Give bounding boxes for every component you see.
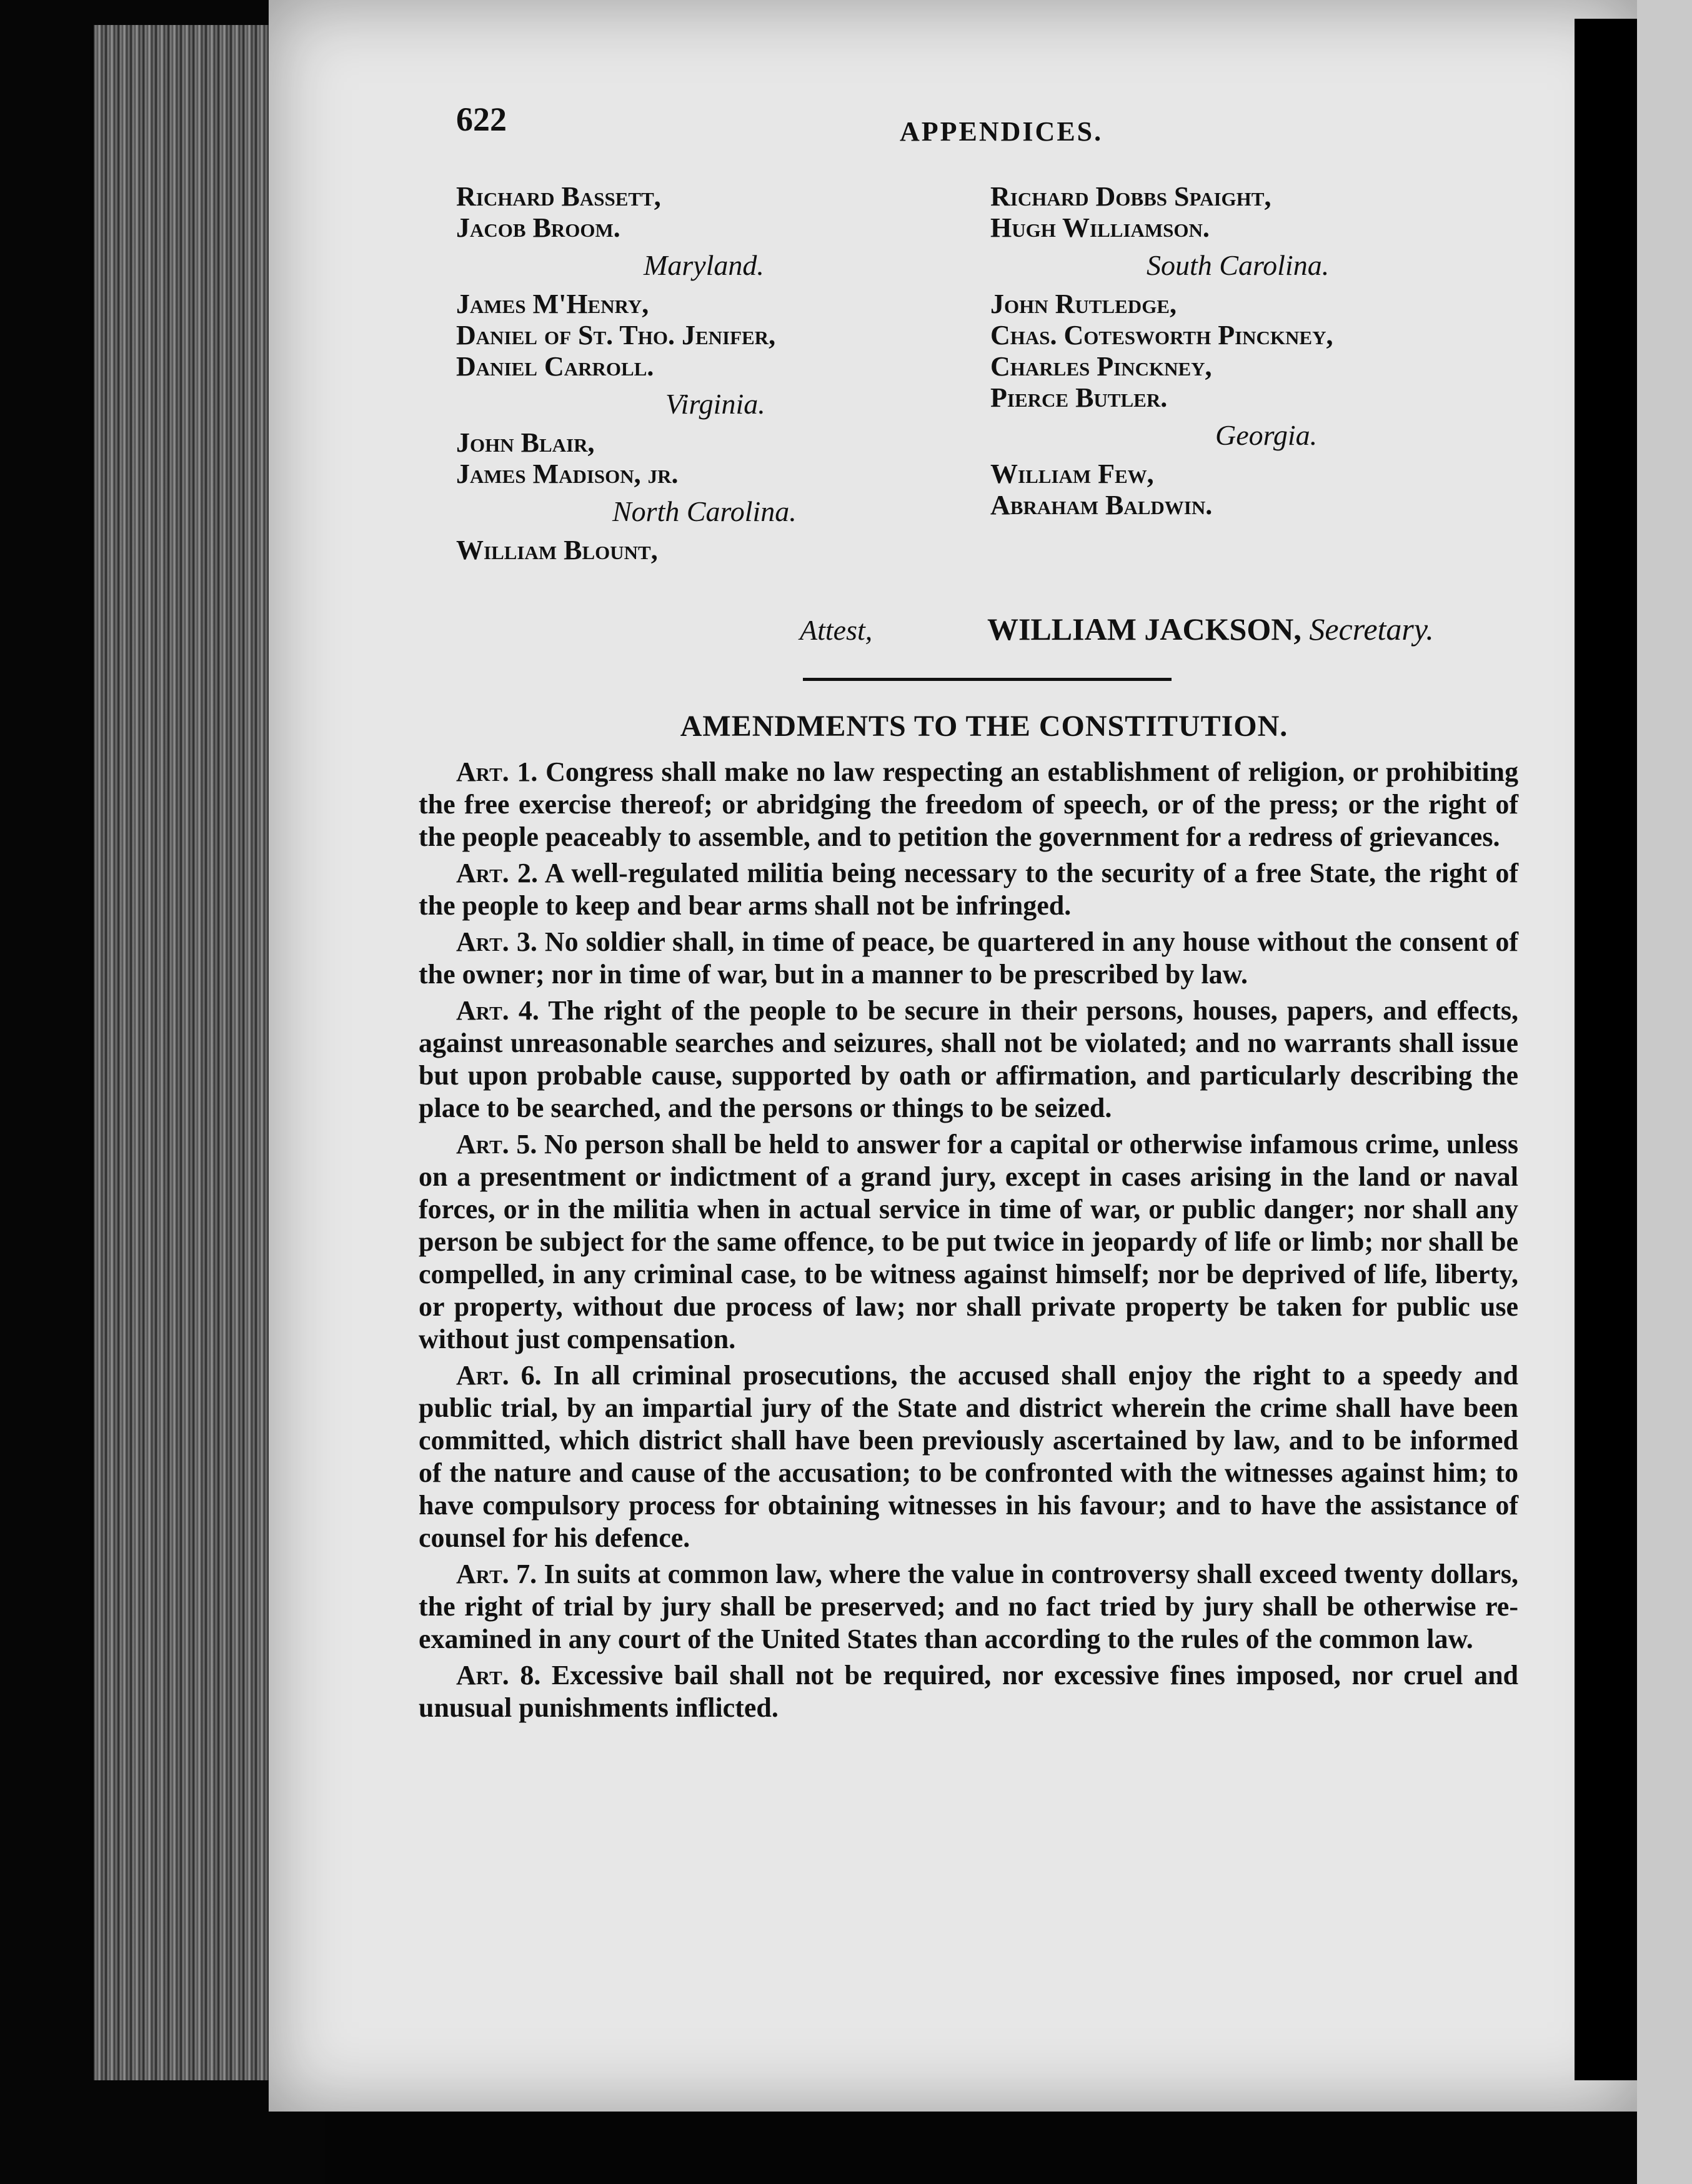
article-label: Art. 7. — [456, 1559, 537, 1589]
signer-name: Jacob Broom. — [456, 212, 620, 243]
signer-name: Daniel Carroll. — [456, 351, 654, 382]
state-heading: North Carolina. — [612, 495, 797, 527]
amendment-article — [419, 995, 1518, 1124]
binding-gutter — [1575, 19, 1637, 2080]
article-label: Art. 6. — [456, 1360, 542, 1391]
article-label: Art. 1. — [456, 757, 538, 787]
signers-left-column — [456, 181, 931, 566]
amendments-articles — [419, 756, 1518, 1728]
signer-name: Chas. Cotesworth Pinckney, — [990, 320, 1333, 350]
signer-name: James M'Henry, — [456, 289, 649, 319]
article-text: A well-regulated militia being necessary to the security of a free State, the right of the people to keep and bear arms shall not be infringed. — [419, 858, 1519, 921]
signer-name: William Blount, — [456, 535, 658, 565]
page-number: 622 — [456, 101, 507, 138]
running-head-title: APPENDICES. — [900, 116, 1103, 147]
state-heading: South Carolina. — [1147, 249, 1330, 281]
signer-name: William Few, — [990, 459, 1154, 489]
signer-name: James Madison, jr. — [456, 459, 679, 489]
amendment-article — [419, 1659, 1518, 1724]
article-text: Excessive bail shall not be required, nor excessive fines imposed, nor cruel and unusual punishments inflicted. — [419, 1660, 1519, 1723]
amendment-article — [419, 1558, 1518, 1655]
article-label: Art. 5. — [456, 1129, 537, 1159]
article-text: In all criminal prosecutions, the accused shall enjoy the right to a speedy and public trial, by an impartial jury of the State and district wherein the crime shall have been committed, which district shall have been previously ascertained by law, and to be informed of the nature and cause of the accusation; to be confronted with the witnesses against him; to have compulsory process for obtaining witnesses in his favour; and to have the assistance of counsel for his defence. — [419, 1360, 1518, 1553]
article-text: In suits at common law, where the value in controversy shall exceed twenty dollars, the right of trial by jury shall be preserved; and no fact tried by jury shall be otherwise re-examined in any court of the United States than according to the rules of the common law. — [419, 1559, 1518, 1654]
article-label: Art. 2. — [456, 858, 538, 888]
article-label: Art. 8. — [456, 1660, 541, 1690]
signer-name: John Blair, — [456, 427, 595, 458]
signer-name: Daniel of St. Tho. Jenifer, — [456, 320, 776, 350]
article-label: Art. 4. — [456, 995, 539, 1026]
state-heading: Maryland. — [644, 249, 764, 281]
amendment-article — [419, 857, 1518, 922]
amendment-article — [419, 926, 1518, 991]
article-text: Congress shall make no law respecting an establishment of religion, or prohibiting the free exercise thereof; or abridging the freedom of speech, or of the press; or the right of the people peaceably to assemble, and to petition the government for a redress of grievances. — [419, 757, 1518, 852]
secretary-role: Secretary. — [1309, 612, 1434, 647]
running-head — [456, 87, 1512, 156]
amendment-article — [419, 756, 1518, 853]
state-heading: Virginia. — [665, 388, 765, 420]
article-label: Art. 3. — [456, 926, 537, 957]
signer-name: John Rutledge, — [990, 289, 1177, 319]
article-text: No soldier shall, in time of peace, be quartered in any house without the consent of the owner; nor in time of war, but in a manner to be prescribed by law. — [419, 926, 1519, 990]
amendment-article — [419, 1359, 1518, 1554]
signer-name: Charles Pinckney, — [990, 351, 1212, 382]
secretary-signature — [987, 611, 1434, 647]
signer-name: Pierce Butler. — [990, 382, 1168, 413]
secretary-name: WILLIAM JACKSON, — [987, 612, 1301, 647]
signer-name: Hugh Williamson. — [990, 212, 1210, 243]
signer-name: Abraham Baldwin. — [990, 490, 1213, 520]
signer-name: Richard Bassett, — [456, 181, 661, 212]
amendment-article — [419, 1128, 1518, 1356]
signers-right-column — [990, 181, 1503, 521]
article-text: The right of the people to be secure in their persons, houses, papers, and effects, against unreasonable searches and seizures, shall not be violated; and no warrants shall issue but upon probable cause, supported by oath or affirmation, and particularly describing the place to be searched, and the persons or things to be seized. — [419, 995, 1518, 1123]
section-divider — [803, 678, 1172, 681]
signer-name: Richard Dobbs Spaight, — [990, 181, 1271, 212]
state-heading: Georgia. — [1215, 419, 1318, 451]
amendments-title: AMENDMENTS TO THE CONSTITUTION. — [680, 710, 1288, 743]
article-text: No person shall be held to answer for a capital or otherwise infamous crime, unless on a presentment or indictment of a grand jury, except in cases arising in the land or naval forces, or in the militia when in actual service in time of war, or public danger; nor shall any person be subject for the same offence, to be put twice in jeopardy of life or limb; nor shall be compelled, in any criminal case, to be witness against himself; nor be deprived of life, liberty, or property, without due process of law; nor shall private property be taken for public use without just compensation. — [419, 1129, 1519, 1354]
facing-page-edge — [1637, 0, 1692, 2184]
attestation — [456, 606, 1512, 650]
attest-label: Attest, — [800, 614, 873, 646]
